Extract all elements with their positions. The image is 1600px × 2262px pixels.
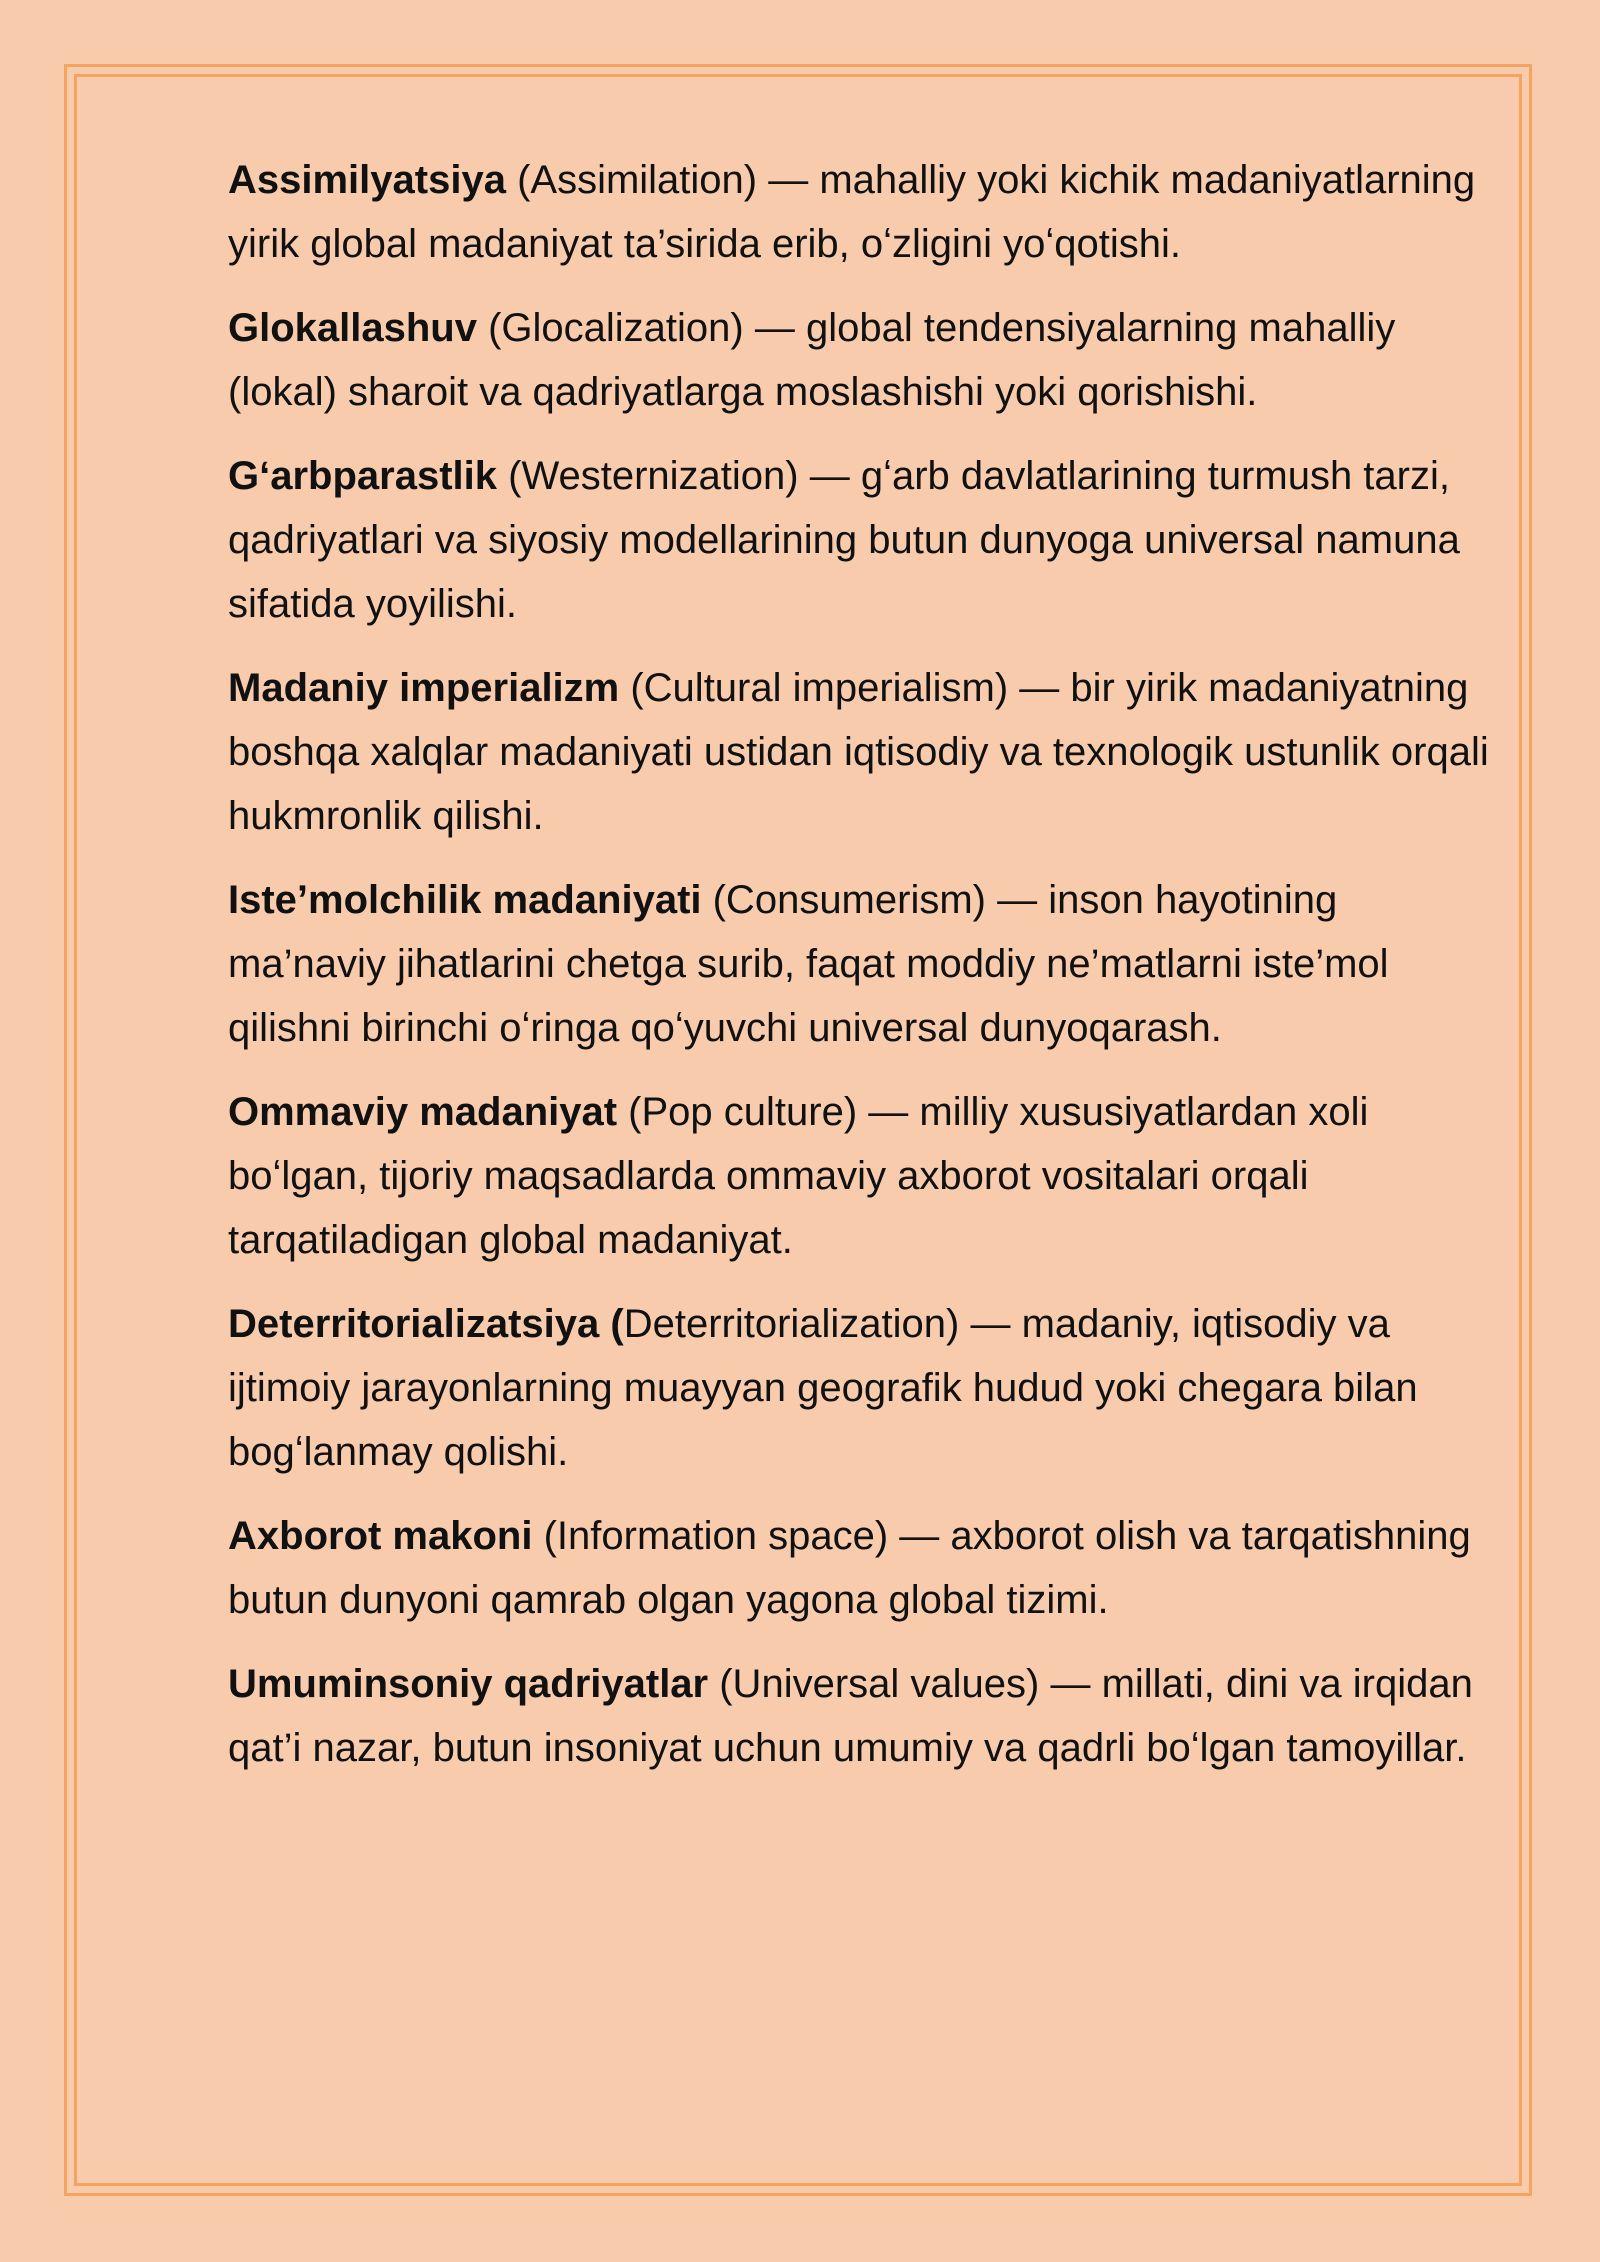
definition: (Cultural imperialism) — bir yirik madaniyatning boshqa xalqlar madaniyati ustidan iqtisodiy va texnologik ustunlik orqali hukmronlik qilishi. — [228, 666, 1489, 838]
glossary — [228, 148, 1490, 1800]
glossary-entry-deterritorialization — [228, 1292, 1490, 1484]
definition: (Glocalization) — global tendensiyalarning mahalliy (lokal) sharoit va qadriyatlarga moslashishi yoki qorishishi. — [228, 306, 1396, 414]
term: Assimilyatsiya — [228, 158, 506, 202]
glossary-entry-assimilation — [228, 148, 1490, 276]
term: Axborot makoni — [228, 1514, 533, 1558]
definition: (Westernization) — gʻarb davlatlarining turmush tarzi, qadriyatlari va siyosiy modellarining butun dunyoga universal namuna sifatida yoyilishi. — [228, 454, 1460, 626]
definition: (Assimilation) — mahalliy yoki kichik madaniyatlarning yirik global madaniyat ta’sirida erib, oʻzligini yoʻqotishi. — [228, 158, 1476, 266]
definition: (Information space) — axborot olish va tarqatishning butun dunyoni qamrab olgan yagona global tizimi. — [228, 1514, 1471, 1622]
term: Glokallashuv — [228, 306, 477, 350]
glossary-entry-glocalization — [228, 296, 1490, 424]
definition: (Pop culture) — milliy xususiyatlardan xoli boʻlgan, tijoriy maqsadlarda ommaviy axborot vositalari orqali tarqatiladigan global madaniyat. — [228, 1090, 1369, 1262]
glossary-entry-consumerism — [228, 868, 1490, 1060]
definition: Deterritorialization) — madaniy, iqtisodiy va ijtimoiy jarayonlarning muayyan geografik hudud yoki chegara bilan bogʻlanmay qolishi. — [228, 1302, 1418, 1474]
definition: (Universal values) — millati, dini va irqidan qat’i nazar, butun insoniyat uchun umumiy va qadrli boʻlgan tamoyillar. — [228, 1662, 1473, 1770]
glossary-entry-information-space — [228, 1504, 1490, 1632]
glossary-entry-westernization — [228, 444, 1490, 636]
glossary-entry-pop-culture — [228, 1080, 1490, 1272]
term: Gʻarbparastlik — [228, 454, 498, 498]
definition: (Consumerism) — inson hayotining ma’naviy jihatlarini chetga surib, faqat moddiy ne’matlarni iste’mol qilishni birinchi oʻringa qoʻyuvchi universal dunyoqarash. — [228, 878, 1389, 1050]
term: Iste’molchilik madaniyati — [228, 878, 702, 922]
term: Umuminsoniy qadriyatlar — [228, 1662, 709, 1706]
term: Deterritorializatsiya ( — [228, 1302, 624, 1346]
glossary-entry-universal-values — [228, 1652, 1490, 1780]
glossary-entry-cultural-imperialism — [228, 656, 1490, 848]
term: Ommaviy madaniyat — [228, 1090, 618, 1134]
term: Madaniy imperializm — [228, 666, 620, 710]
